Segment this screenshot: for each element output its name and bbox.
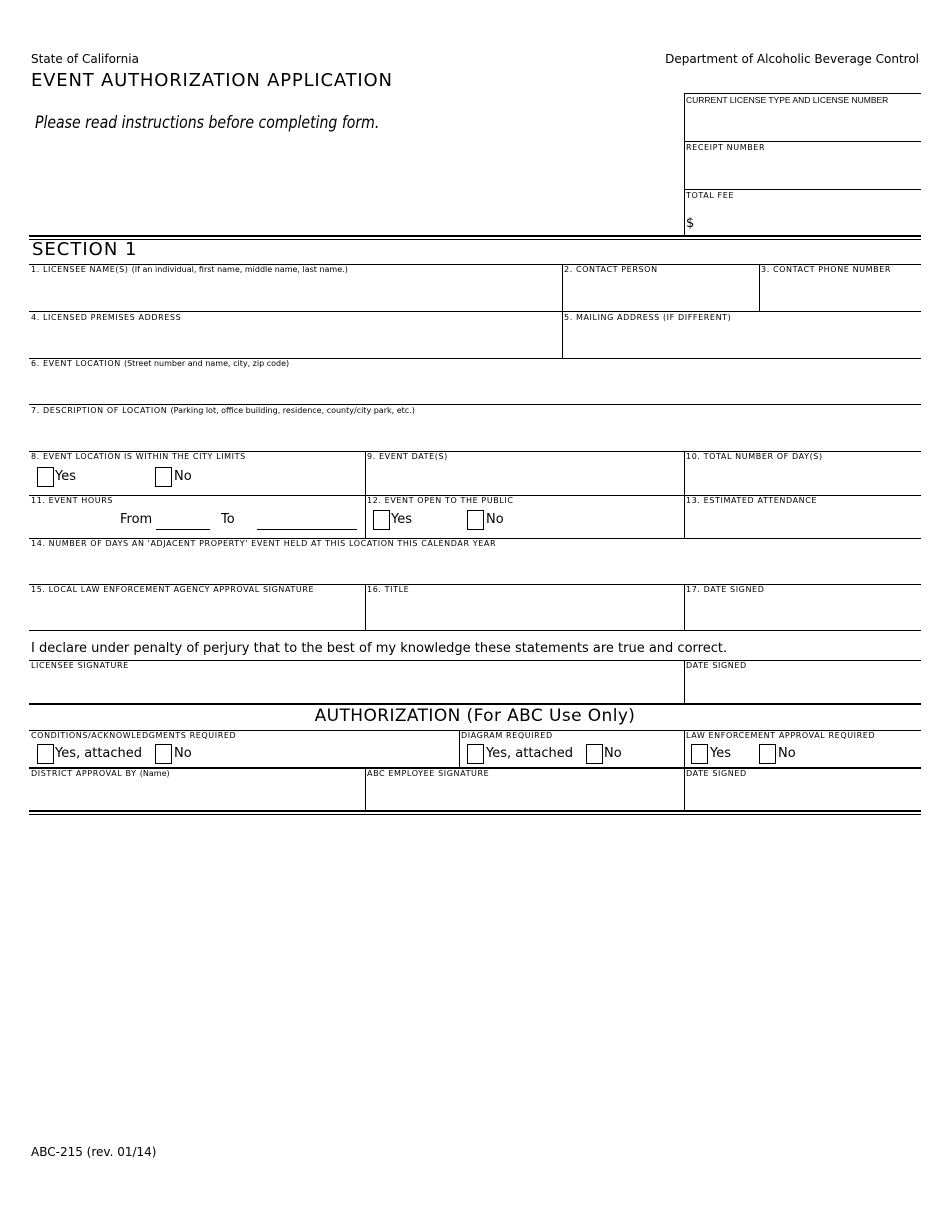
licensee-signature-label: LICENSEE SIGNATURE: [31, 661, 129, 670]
abc-employee-signature-label: ABC EMPLOYEE SIGNATURE: [367, 769, 490, 778]
section1-heading: SECTION 1: [32, 239, 138, 260]
adjacent-property-days-label: 14. NUMBER OF DAYS AN 'ADJACENT PROPERTY' EVENT HELD AT THIS LOCATION THIS CALENDAR YEAR: [31, 539, 497, 548]
law-enforcement-required-label: LAW ENFORCEMENT APPROVAL REQUIRED: [686, 731, 876, 740]
authorization-heading: AUTHORIZATION (For ABC Use Only): [314, 706, 636, 726]
law-enforcement-yes-checkbox[interactable]: [691, 744, 708, 764]
open-to-public-no-label: No: [486, 512, 504, 527]
title-label: 16. TITLE: [367, 585, 410, 594]
state-label: State of California: [31, 52, 139, 66]
city-limits-no-checkbox[interactable]: [155, 467, 172, 487]
licensee-name-label: 1. LICENSEE NAME(S) (If an individual, first name, middle name, last name.): [31, 265, 348, 274]
law-enforcement-signature-label: 15. LOCAL LAW ENFORCEMENT AGENCY APPROVAL SIGNATURE: [31, 585, 315, 594]
licensee-date-signed-label: DATE SIGNED: [686, 661, 747, 670]
open-to-public-no-checkbox[interactable]: [467, 510, 484, 530]
open-to-public-yes-checkbox[interactable]: [373, 510, 390, 530]
event-hours-from-field[interactable]: [156, 529, 210, 530]
location-description-label: 7. DESCRIPTION OF LOCATION (Parking lot, office building, residence, county/city park, etc.): [31, 406, 415, 415]
event-hours-label: 11. EVENT HOURS: [31, 496, 114, 505]
event-dates-field[interactable]: [367, 464, 682, 493]
diagram-yes-checkbox[interactable]: [467, 744, 484, 764]
district-approval-field[interactable]: [31, 781, 363, 809]
conditions-no-checkbox[interactable]: [155, 744, 172, 764]
conditions-required-label: CONDITIONS/ACKNOWLEDGMENTS REQUIRED: [31, 731, 237, 740]
city-limits-label: 8. EVENT LOCATION IS WITHIN THE CITY LIMITS: [31, 452, 246, 461]
contact-person-field[interactable]: [564, 277, 758, 309]
conditions-yes-label: Yes, attached: [55, 746, 143, 761]
total-fee-field[interactable]: [698, 203, 920, 233]
diagram-no-label: No: [604, 746, 622, 761]
date-signed-label: 17. DATE SIGNED: [686, 585, 765, 594]
licensee-signature-field[interactable]: [31, 673, 682, 702]
perjury-declaration: I declare under penalty of perjury that to the best of my knowledge these statements are true and correct.: [31, 641, 728, 656]
title-field[interactable]: [367, 597, 682, 628]
receipt-number-field[interactable]: [686, 155, 920, 188]
city-limits-yes-checkbox[interactable]: [37, 467, 54, 487]
premises-address-field[interactable]: [31, 325, 561, 357]
mailing-address-label: 5. MAILING ADDRESS (IF DIFFERENT): [564, 313, 732, 322]
form-title: EVENT AUTHORIZATION APPLICATION: [31, 70, 393, 91]
contact-phone-field[interactable]: [761, 277, 919, 309]
total-days-label: 10. TOTAL NUMBER OF DAY(S): [686, 452, 823, 461]
open-to-public-yes-label: Yes: [391, 512, 412, 527]
open-to-public-label: 12. EVENT OPEN TO THE PUBLIC: [367, 496, 514, 505]
event-location-label: 6. EVENT LOCATION (Street number and name, city, zip code): [31, 359, 290, 368]
instructions-note: Please read instructions before completing form.: [35, 113, 380, 133]
diagram-yes-label: Yes, attached: [486, 746, 574, 761]
office-box-border: [684, 93, 685, 235]
department-label: Department of Alcoholic Beverage Control: [665, 52, 919, 66]
abc-employee-signature-field[interactable]: [367, 781, 682, 809]
district-approval-label: DISTRICT APPROVAL BY (Name): [31, 769, 170, 778]
abc-date-signed-label: DATE SIGNED: [686, 769, 747, 778]
conditions-no-label: No: [174, 746, 192, 761]
event-hours-to-label: To: [221, 512, 235, 527]
date-signed-field[interactable]: [686, 597, 919, 628]
contact-phone-label: 3. CONTACT PHONE NUMBER: [761, 265, 892, 274]
estimated-attendance-field[interactable]: [686, 508, 919, 536]
adjacent-property-days-field[interactable]: [31, 551, 919, 582]
event-hours-to-field[interactable]: [257, 529, 357, 530]
total-days-field[interactable]: [686, 464, 919, 493]
mailing-address-field[interactable]: [564, 325, 919, 357]
city-limits-no-label: No: [174, 469, 192, 484]
city-limits-yes-label: Yes: [55, 469, 76, 484]
conditions-yes-checkbox[interactable]: [37, 744, 54, 764]
diagram-required-label: DIAGRAM REQUIRED: [461, 731, 553, 740]
location-description-field[interactable]: [31, 418, 919, 450]
premises-address-label: 4. LICENSED PREMISES ADDRESS: [31, 313, 182, 322]
licensee-name-field[interactable]: [31, 277, 561, 309]
law-enforcement-signature-field[interactable]: [31, 597, 363, 628]
license-type-field-label: CURRENT LICENSE TYPE AND LICENSE NUMBER: [686, 95, 889, 105]
law-enforcement-no-label: No: [778, 746, 796, 761]
estimated-attendance-label: 13. ESTIMATED ATTENDANCE: [686, 496, 818, 505]
event-hours-from-label: From: [120, 512, 153, 527]
event-dates-label: 9. EVENT DATE(S): [367, 452, 448, 461]
law-enforcement-yes-label: Yes: [710, 746, 731, 761]
form-id: ABC-215 (rev. 01/14): [31, 1145, 157, 1159]
receipt-number-label: RECEIPT NUMBER: [686, 143, 766, 152]
diagram-no-checkbox[interactable]: [586, 744, 603, 764]
abc-date-signed-field[interactable]: [686, 781, 919, 809]
licensee-date-signed-field[interactable]: [686, 673, 919, 702]
currency-symbol: $: [686, 216, 695, 231]
license-type-field[interactable]: [686, 107, 920, 140]
total-fee-label: TOTAL FEE: [686, 191, 735, 200]
contact-person-label: 2. CONTACT PERSON: [564, 265, 658, 274]
event-location-field[interactable]: [31, 371, 919, 403]
law-enforcement-no-checkbox[interactable]: [759, 744, 776, 764]
